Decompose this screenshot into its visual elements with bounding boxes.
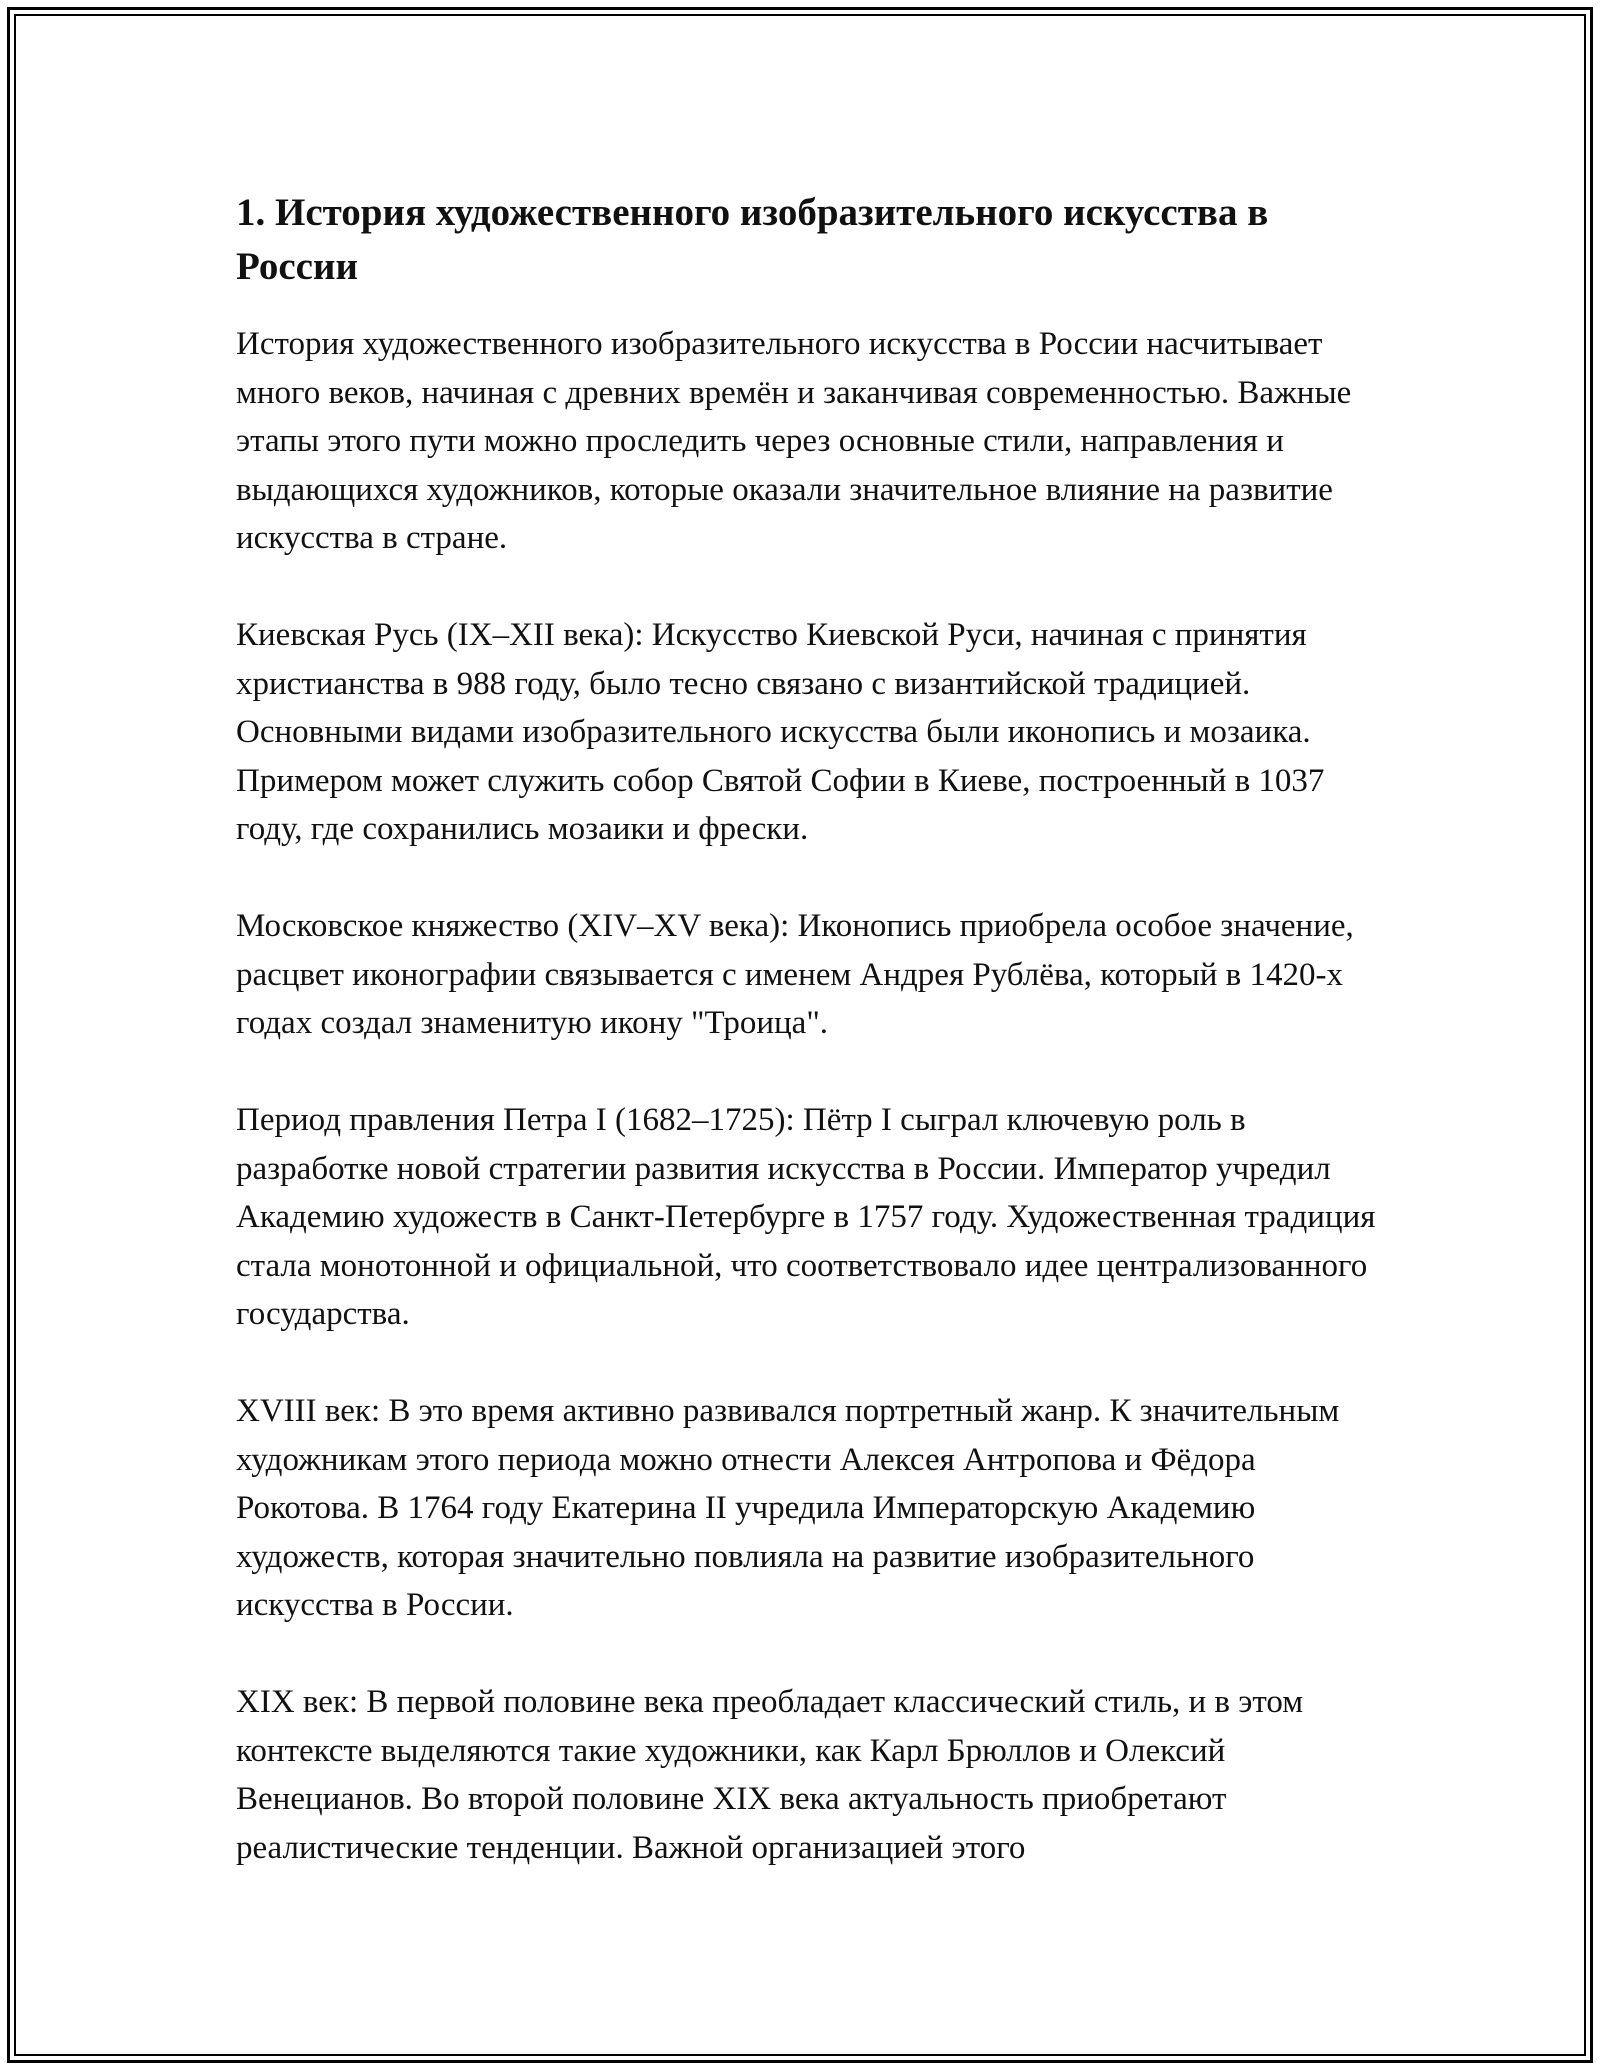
section-heading: 1. История художественного изобразительного искусства в России — [236, 191, 1269, 288]
paragraph-peter-i: Период правления Петра I (1682–1725): Пётр I сыграл ключевую роль в разработке новой стратегии развития искусства в России. Император учредил Академию художеств в Санкт-Петербурге в 1757 году. Художественная традиция стала монотонной и официальной, что соответствовало идее централизованного государства. — [236, 1102, 1376, 1332]
paragraph-kievan-rus: Киевская Русь (IX–XII века): Искусство Киевской Руси, начиная с принятия христианства в 988 году, было тесно связано с византийской традицией. Основными видами изобразительного искусства были иконопись и мозаика. Примером может служить собор Святой Софии в Киеве, построенный в 1037 году, где сохранились мозаики и фрески. — [236, 617, 1325, 847]
paragraph-19th-century: XIX век: В первой половине века преобладает классический стиль, и в этом контексте выделяются такие художники, как Карл Брюллов и Олексий Венецианов. Во второй половине XIX века актуальность приобретают реалистические тенденции. Важной организацией этого — [236, 1684, 1304, 1866]
document-body — [236, 186, 1386, 1921]
paragraph-moscow-principality: Московское княжество (XIV–XV века): Иконопись приобрела особое значение, расцвет иконографии связывается с именем Андрея Рублёва, который в 1420-х годах создал знаменитую икону "Троица". — [236, 908, 1354, 1041]
paragraph-intro: История художественного изобразительного искусства в России насчитывает много веков, начиная с древних времён и заканчивая современностью. Важные этапы этого пути можно проследить через основные стили, направления и выдающихся художников, которые оказали значительное влияние на развитие искусства в стране. — [236, 326, 1352, 556]
paragraph-18th-century: XVIII век: В это время активно развивался портретный жанр. К значительным художникам этого периода можно отнести Алексея Антропова и Фёдора Рокотова. В 1764 году Екатерина II учредила Императорскую Академию художеств, которая значительно повлияла на развитие изобразительного искусства в России. — [236, 1393, 1340, 1623]
